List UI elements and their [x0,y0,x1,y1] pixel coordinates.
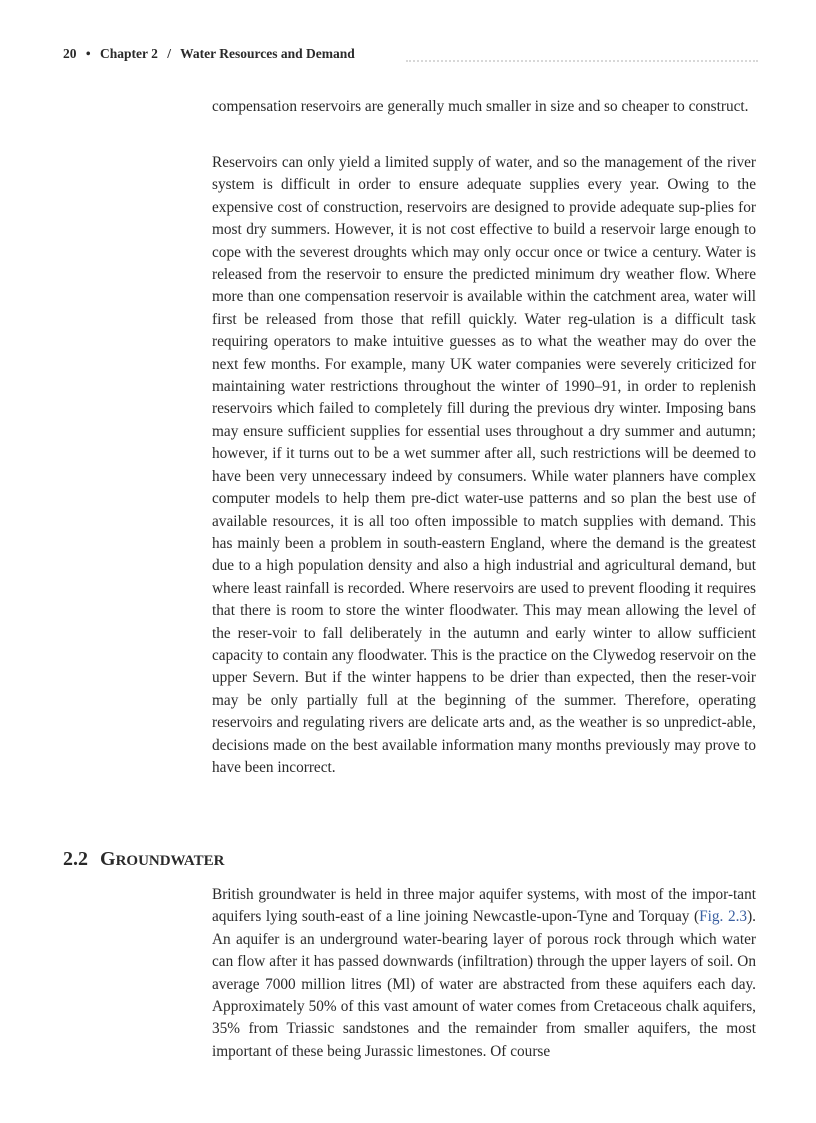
paragraph-groundwater [212,884,756,1074]
page-number: 20 [63,46,77,61]
paragraph-text: compensation reservoirs are generally much smaller in size and so cheaper to construct. [212,98,749,115]
section-number: 2.2 [63,848,88,870]
header-slash: / [167,46,172,61]
section-heading [63,848,224,871]
section-title-rest: ROUNDWATER [115,853,225,869]
header-bullet: • [85,46,91,61]
chapter-label: Chapter 2 [99,46,158,61]
paragraph-text [212,884,756,1063]
figure-link[interactable]: Fig. 2.3 [699,908,748,926]
paragraph-continued [212,96,756,129]
section-title-initial: G [100,848,116,870]
chapter-title: Water Resources and Demand [180,46,355,61]
paragraph-text-after-link: ). An aquifer is an underground water-bearing layer of porous rock through which water can flow after it has passed downwards (infiltration) through the upper layers of soil. On average 7000 million litres (Ml) of water are abstracted from these aquifers each day. Approximately 50% of this vast amount of water comes from Cretaceous chalk aquifers, 35% from Triassic sandstones and the remainder from smaller aquifers, the most important of these being Jurassic limestones. Of course [212,908,756,1060]
paragraph-reservoirs [212,152,756,790]
paragraph-text-before-link: British groundwater is held in three major aquifer systems, with most of the impor-tant aquifers lying south-east of a line joining Newcastle-upon-Tyne and Torquay ( [212,886,756,926]
running-header [63,46,758,68]
header-dotted-rule [406,46,758,62]
paragraph-text: Reservoirs can only yield a limited supply of water, and so the management of the river system is difficult in order to ensure adequate supplies every year. Owing to the expensive cost of construction, reservoirs are designed to provide adequate sup-plies for most dry summers. However, it is not cost effective to build a reservoir large enough to cope with the severest droughts which may only occur once or twice a century. Water is released from the reservoir to ensure the predicted minimum dry weather flow. Where more than one compensation reservoir is available within the catchment area, water will first be released from those that refill quickly. Water reg-ulation is a difficult task requiring operators to make intuitive guesses as to what the weather may do over the next few months. For example, many UK water companies were severely criticized for maintaining water restrictions throughout the winter of 1990–91, in order to replenish reservoirs which failed to completely fill during the previous dry winter. Imposing bans may ensure sufficient supplies for essential uses throughout a dry summer and autumn; however, if it turns out to be a wet summer after all, such restrictions will be deemed to have been very unnecessary indeed by consumers. While water planners have complex computer models to help them pre-dict water-use patterns and so plan the best use of available resources, it is all too often impossible to match supplies with demand. This has mainly been a problem in south-eastern England, where the demand is the greatest due to a high population density and also a high industrial and agricultural demand, but where least rainfall is recorded. Where reservoirs are used to prevent flooding it requires that there is room to store the winter floodwater. This may mean allowing the level of the reser-voir to fall deliberately in the autumn and early winter to allow sufficient capacity to contain any floodwater. This is the practice on the Clywedog reservoir on the upper Severn. But if the winter happens to be drier than expected, then the reser-voir may be only partially full at the beginning of the summer. Therefore, operating reservoirs and regulating rivers are delicate arts and, as the weather is so unpredict-able, decisions made on the best available information many months previously may prove to have been incorrect. [212,154,756,776]
